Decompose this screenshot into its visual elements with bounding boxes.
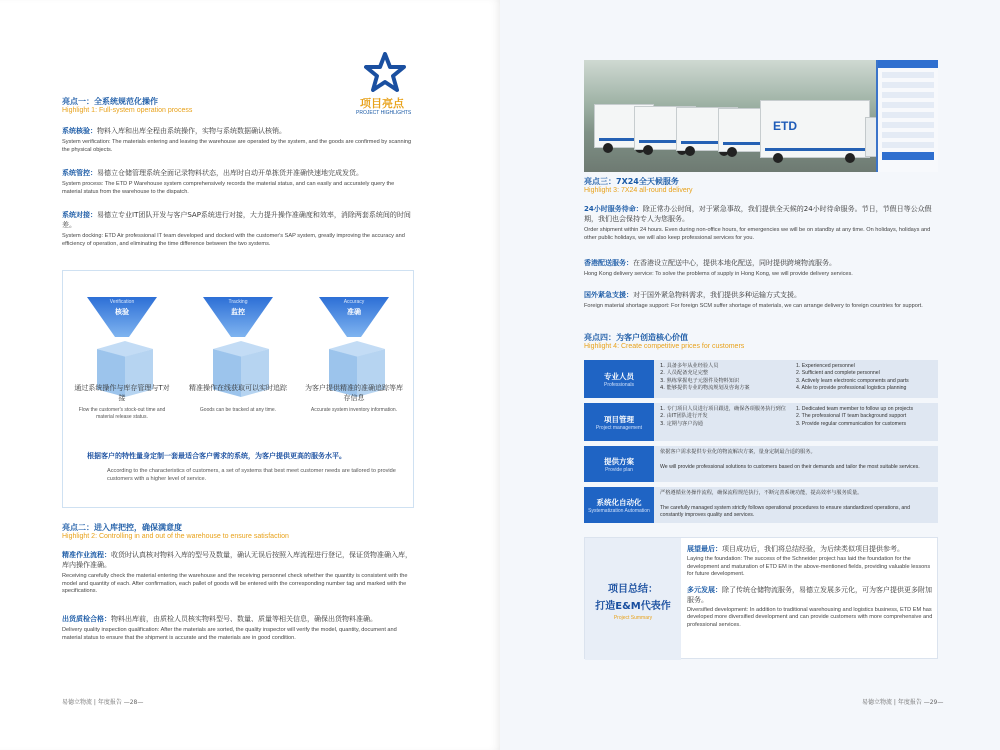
summary-title-line2: 打造E&M代表作 [595,601,671,612]
star-icon [364,52,406,92]
paragraph-label: 精准作业流程： [62,551,111,559]
paragraph-foreign-support [584,290,938,311]
column-description-english: Goods can be tracked at any time. [199,407,277,413]
diagram-summary-zh: 根据客户的特性量身定制一套最适合客户需求的系统，为客户提供更高的服务水平。 [87,452,346,460]
table-cell-en: We will provide professional solutions to customers based on their demands and tailor the most suitable services. [660,464,920,470]
paragraph-english: Order shipment within 24 hours. Even during non-office hours, for emergencies we will be on standby at any time. On holidays, holidays and other public holidays, we will also keep professional services for you. [584,227,931,241]
truck-image [760,100,870,158]
highlight-4-subtitle: Highlight 4: Create competitive prices for customers [584,343,745,350]
funnel-tag: Accuracy [343,299,365,305]
phone-screenshot [876,60,938,172]
column-description: 通过系统操作与库存管理与T对接 [74,384,170,402]
table-row-header [584,403,654,441]
paragraph-text: 项目成功后，我们将总结经验，为后续类似项目提供参考。 [722,545,904,553]
paragraph-text: 收货时认真核对物料入库的型号及数量，确认无误后按照入库流程进行登记，保证货物准确入库，库内操作准确。 [62,551,412,569]
table-cell-zh: 严格遵循业务操作流程，确保流程规范执行，不断完善系统功能，提高效率与服务质量。 [660,490,863,496]
paragraph-system-control [62,168,412,196]
logo-title: 项目亮点 [360,97,404,110]
table-cell-zh: 依据客户需求提供专业化的物流解决方案，量身定制最合适的服务。 [660,449,816,455]
value-table [584,360,938,528]
highlight-3-subtitle: Highlight 3: 7X24 all-round delivery [584,187,693,194]
paragraph-hong-kong-delivery [584,258,938,279]
logo-subtitle: PROJECT HIGHLIGHTS [356,110,412,116]
paragraph-label: 多元发展： [687,585,722,594]
paragraph-24h-service [584,204,938,242]
table-row-header [584,446,654,482]
row-title: 提供方案 [604,456,634,466]
highlight-1-diagram [62,270,414,508]
table-row [584,487,938,523]
paragraph-english: System process: The ETD P Warehouse system comprehensively records the material status, and can easily and accurately query the material status from the warehouse to the dispatch. [62,181,395,195]
paragraph-text: 除正常办公时间，对于紧急事故，我们提供全天候的24小时待命服务。节日，节假日等公众假期，我们也会保持专人为您服务。 [584,205,932,223]
funnel-label: 监控 [231,308,245,316]
highlight-3-title: 亮点三：7X24全天候服务 [584,177,679,186]
column-description: 精准操作在线获取可以实时追踪 [189,384,287,392]
row-subtitle: Project management [595,424,643,431]
table-cell-zh: 1. 具备多年从业经验人员 2. 人员配备充足完整 3. 熟练掌握电子元器件及物料知识 4. 能够提供专业的物流规划及咨询方案 [660,363,750,392]
row-title: 项目管理 [604,414,634,424]
paragraph-label: 系统对接： [62,211,97,219]
funnel-label: 准确 [347,308,361,316]
row-subtitle: Provide plan [605,466,633,473]
column-description-english: Accurate system inventory information. [310,407,398,413]
highlight-1-title: 亮点一：全系统规范化操作 [62,97,158,106]
table-row-header [584,487,654,523]
paragraph-label: 系统管控： [62,169,97,177]
paragraph-precise-process [62,550,412,596]
paragraph-text: 在香港设立配送中心，提供本地化配送，同时提供跨境物流服务。 [633,259,836,267]
project-summary-box [584,537,938,659]
paragraph-label: 香港配送服务： [584,259,633,267]
highlight-2-title: 亮点二：进入库把控，确保满意度 [62,523,182,532]
paragraph-text: 除了传统仓储物流服务，易德立发展多元化，可为客户提供更多附加服务。 [687,585,932,604]
paragraph-english: Laying the foundation: The success of the Schneider project has laid the foundation for the development and maturation of ETD EM in the above-mentioned fields, providing valuable lessons for future development. [687,556,931,577]
paragraph-label: 国外紧急支援： [584,291,633,299]
funnel-tag: Tracking [228,299,248,305]
funnel-label: 核验 [115,308,129,316]
table-row-header [584,360,654,398]
truck-logo: ETD [773,119,797,133]
funnel-tag: Verification [109,299,135,305]
table-cell-en: The carefully managed system strictly follows operational procedures to ensure standardized operations, and constantly improves quality and services. [660,505,910,519]
table-cell-en: 1. Experienced personnel 2. Sufficient and complete personnel 3. Actively learn electronic components and parts 4. Able to provide professional logistics planning [796,363,909,392]
column-description: 为客户提供精准的准确追踪等库存信息 [305,384,403,402]
paragraph-system-verification [62,126,412,154]
table-cell-en: 1. Dedicated team member to follow up on projects 2. The professional IT team background support 3. Provide regular communication for customers [796,406,914,427]
summary-content [687,544,935,629]
paragraph-quality-inspection [62,614,412,642]
truck-fleet-photo [584,60,938,172]
summary-title-block [585,538,681,660]
table-row [584,446,938,482]
table-cell-zh: 1. 专门项目人员进行项目跟进，确保各项服务执行到位 2. 由IT团队进行开发 3. 定期与客户沟通 [660,406,786,427]
diagram-summary-en: According to the characteristics of customers, a set of systems that best meet customer needs are tailored to provide customers with a higher level of service. [107,468,396,482]
row-subtitle: Systematization Automation [588,507,650,514]
highlight-4-title: 亮点四：为客户创造核心价值 [584,333,688,342]
paragraph-text: 对于国外紧急物料需求，我们提供多种运输方式支援。 [633,291,801,299]
diagram-summary [87,451,397,483]
page-footer-left: 易德立物流 | 年度报告 —28— [62,699,144,706]
paragraph-label: 展望最后： [687,545,722,553]
paragraph-text: 物料入库和出库全程由系统操作，实物与系统数据确认核销。 [97,127,286,135]
row-title: 专业人员 [604,371,634,381]
paragraph-english: Diversified development: In addition to traditional warehousing and logistics business, ETD EM has developed more diversified development and can provide customers with more comprehensive and professional services. [687,606,933,628]
table-row [584,360,938,398]
paragraph-english: System verification: The materials entering and leaving the warehouse are operated by the system, and the goods are confirmed by scanning the physical objects. [62,139,412,153]
paragraph-english: Receiving carefully check the material entering the warehouse and the receiving personnel check whether the quantity is consistent with the model and quantity of each. After confirmation, each pallet of goods will be entered with the corresponding number tag and marked with the specifications. [62,573,408,594]
summary-title: 项目总结： [608,584,658,595]
paragraph-text: 物料出库前，由质检人员核实物料型号、数量、质量等相关信息，确保出货物料准确。 [111,615,377,623]
paragraph-text: 易德立专业IT团队开发与客户SAP系统进行对接，大力提升操作准确度和效率，消除两套系统间的时间差。 [62,211,411,229]
paragraph-english: Foreign material shortage support: For foreign SCM suffer shortage of materials, we can arrange delivery to foreign countries for support. [584,303,923,309]
paragraph-label: 出货质检合格： [62,615,111,623]
paragraph-system-docking [62,210,412,248]
right-page [500,0,1000,750]
paragraph-english: Hong Kong delivery service: To solve the problems of supply in Hong Kong, we will provide delivery services. [584,271,853,277]
paragraph-english: Delivery quality inspection qualification: After the materials are sorted, the quality inspector will verify the model, quantity, document and material status to ensure that the shipment is accurate and the materials are in good condition. [62,627,397,641]
paragraph-label: 系统核验： [62,127,97,135]
summary-subtitle: Project Summary [613,615,653,621]
highlight-1-subtitle: Highlight 1: Full-system operation process [62,107,193,114]
row-subtitle: Professionals [603,381,634,388]
paragraph-label: 24小时服务待命： [584,205,643,213]
page-footer-right: 易德立物流 | 年度报告 —29— [862,699,944,706]
paragraph-english: System docking: ETD Air professional IT team developed and docked with the customer's SAP system, greatly improving the accuracy and efficiency of operation, and eliminating the time difference between the two systems. [62,233,405,247]
paragraph-text: 易德立仓储管理系统全面记录物料状态，出库时自动开单拣货并准确快速地完成发货。 [97,169,363,177]
table-row [584,403,938,441]
column-description-english: Flow the customer's stock-out time and material release status. [78,407,166,420]
row-title: 系统化自动化 [596,497,642,507]
highlight-2-subtitle: Highlight 2: Controlling in and out of the warehouse to ensure satisfaction [62,533,289,540]
